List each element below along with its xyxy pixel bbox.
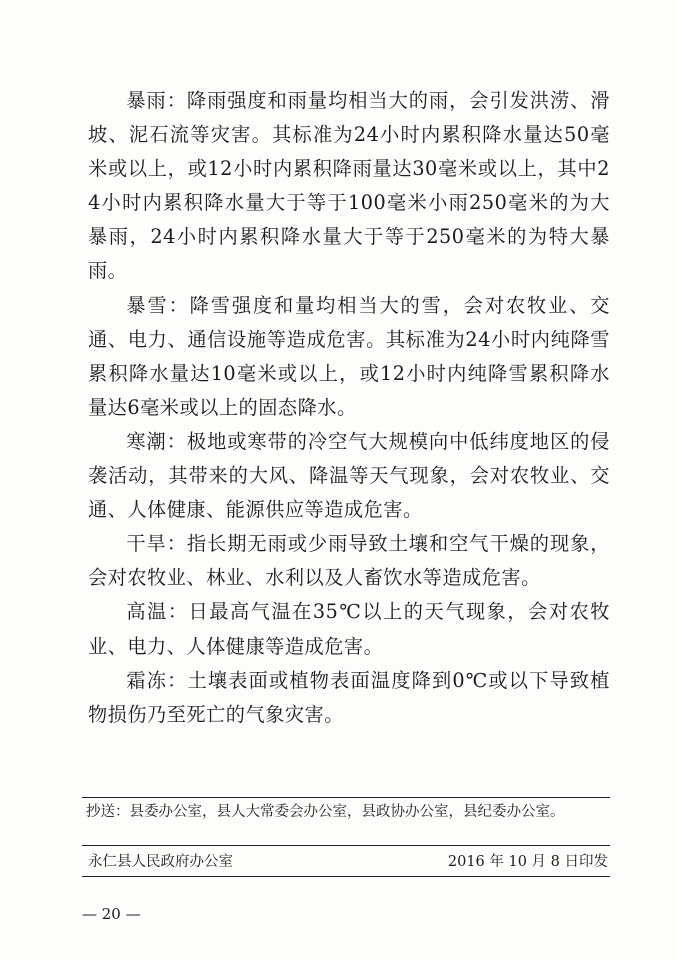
issuer: 永仁县人民政府办公室 xyxy=(88,854,233,870)
paragraph-high-temperature: 高温：日最高气温在35℃以上的天气现象，会对农牧业、电力、人体健康等造成危害。 xyxy=(88,600,610,658)
issue-date: 2016 年 10 月 8 日印发 xyxy=(447,854,608,870)
divider-bottom xyxy=(82,876,610,877)
cc-line: 抄送：县委办公室，县人大常委会办公室，县政协办公室，县纪委办公室。 xyxy=(86,804,565,820)
paragraph-cold-wave: 寒潮：极地或寒带的冷空气大规模向中低纬度地区的侵袭活动，其带来的大风、降温等天气现象，会对农牧业、交通、人体健康、能源供应等造成危害。 xyxy=(88,429,610,522)
divider-middle xyxy=(82,845,610,846)
page-number: — 20 — xyxy=(82,905,141,923)
body-text xyxy=(88,84,610,732)
paragraph-snowstorm: 暴雪：降雪强度和量均相当大的雪，会对农牧业、交通、电力、通信设施等造成危害。其标准为24小时内纯降雪累积降水量达10毫米或以上，或12小时内纯降雪累积降水量达6毫米或以上的固态降水。 xyxy=(88,293,610,419)
paragraph-rainstorm: 暴雨：降雨强度和雨量均相当大的雨，会引发洪涝、滑坡、泥石流等灾害。其标准为24小时内累积降水量达50毫米或以上，或12小时内累积降雨量达30毫米或以上，其中24小时内累积降水量大于等于100毫米小雨250毫米的为大暴雨，24小时内累积降水量大于等于250毫米的为特大暴雨。 xyxy=(88,89,610,283)
issue-row xyxy=(88,850,608,871)
paragraph-drought: 干旱：指长期无雨或少雨导致土壤和空气干燥的现象，会对农牧业、林业、水利以及人畜饮水等造成危害。 xyxy=(88,532,610,590)
divider-top xyxy=(82,797,610,798)
cc-section xyxy=(86,800,614,824)
paragraph-frost: 霜冻：土壤表面或植物表面温度降到0℃或以下导致植物损伤乃至死亡的气象灾害。 xyxy=(88,668,610,726)
